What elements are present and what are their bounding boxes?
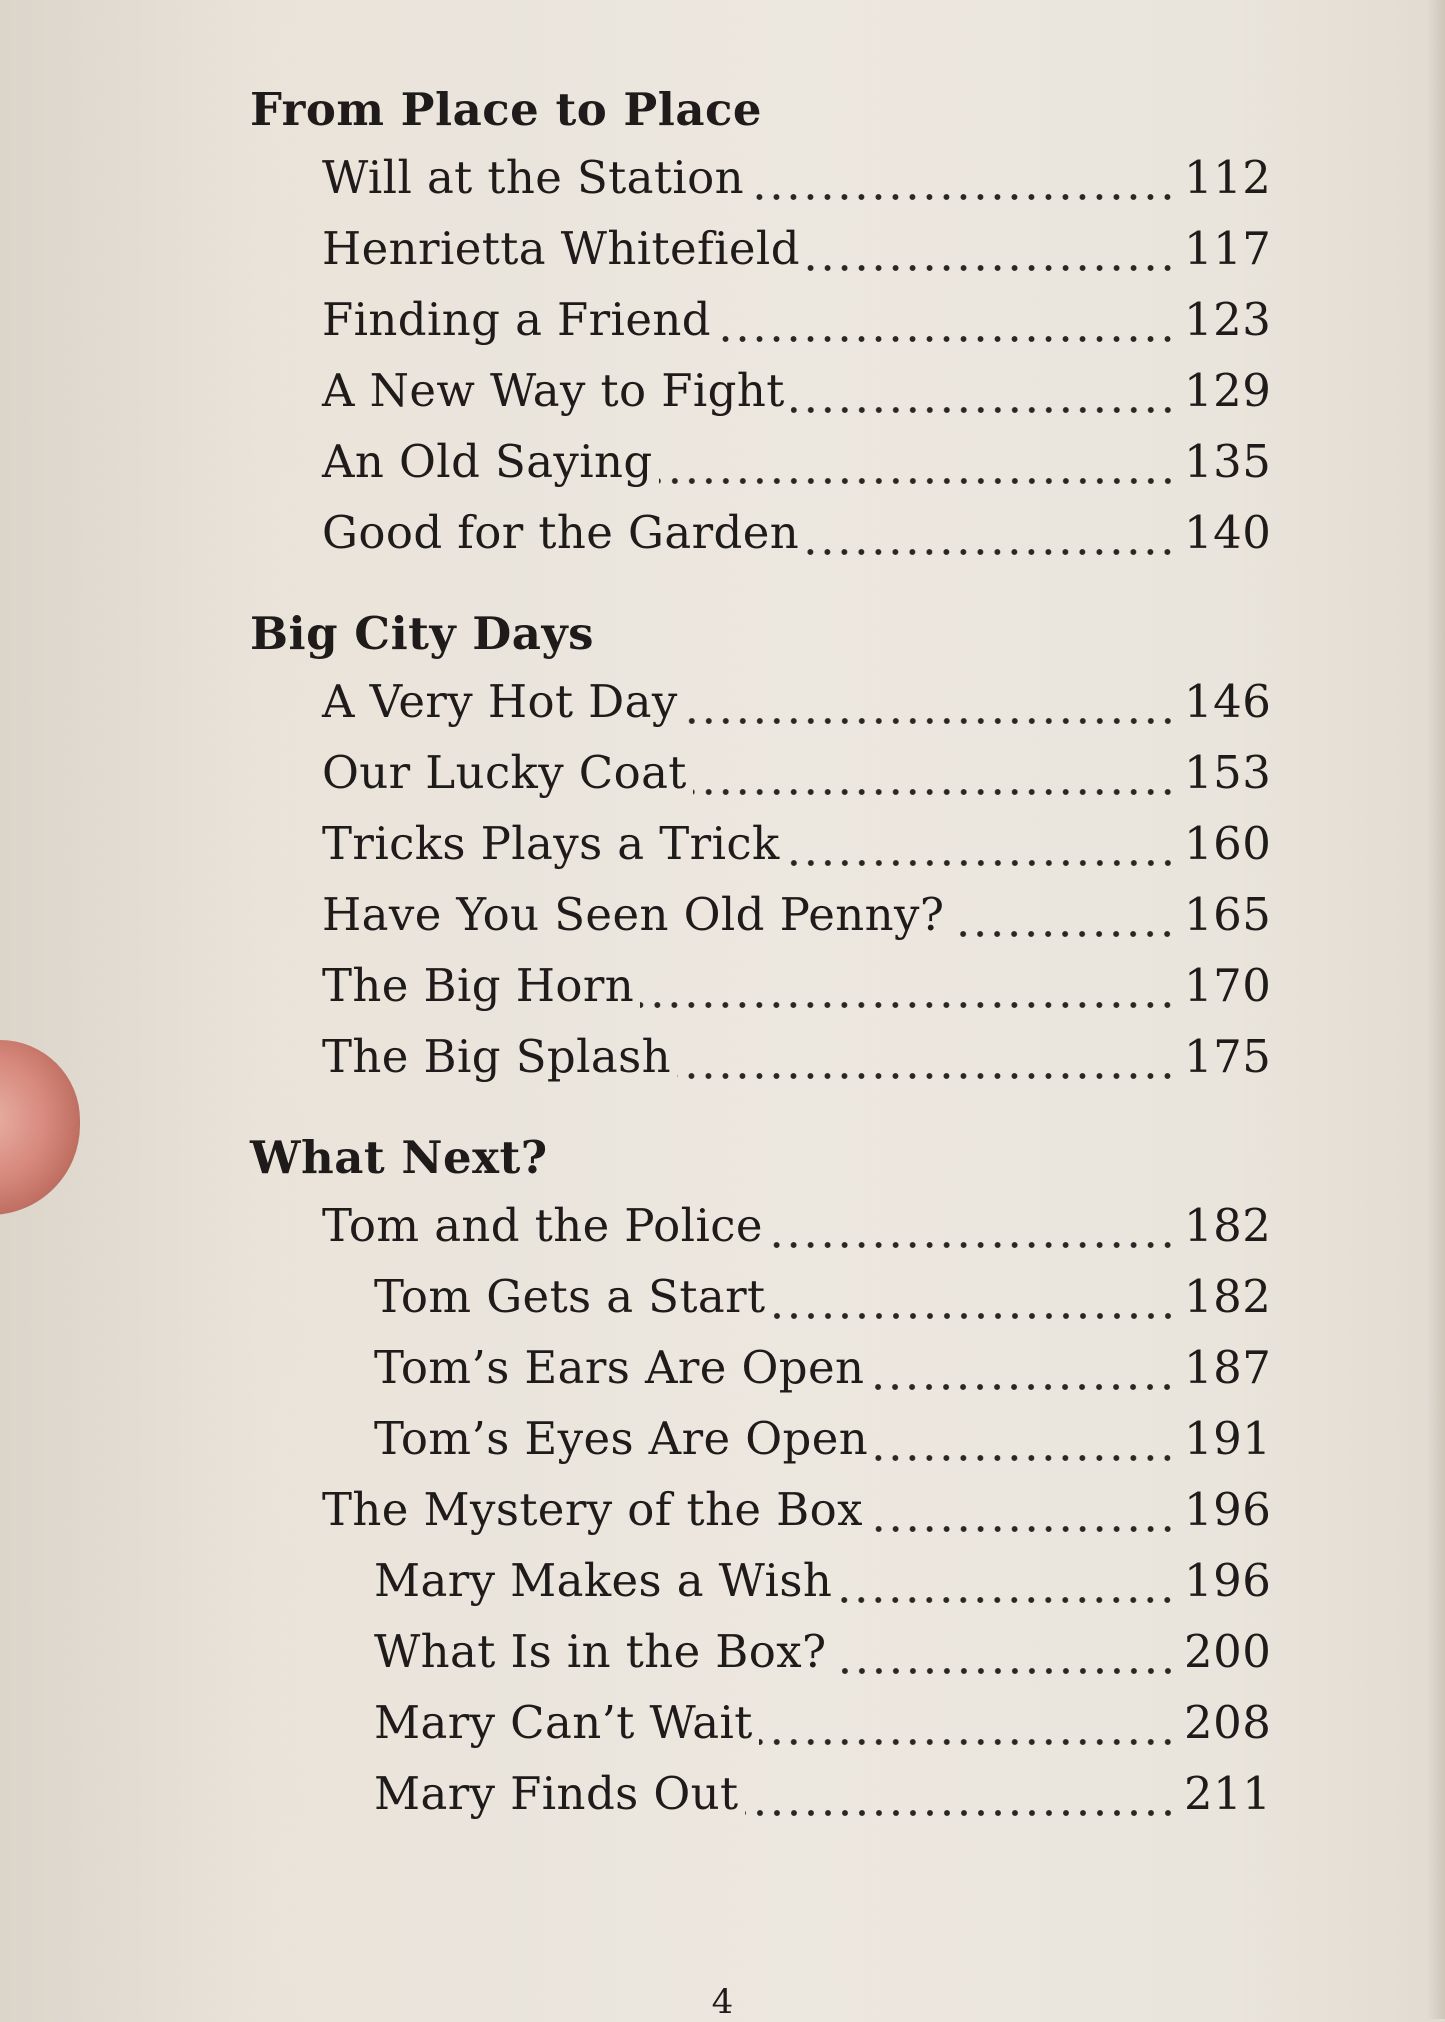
entry-page-number: 187 <box>1184 1341 1272 1394</box>
toc-entry <box>250 1261 1272 1332</box>
entry-title: Mary Finds Out <box>374 1767 739 1820</box>
entry-title: What Is in the Box? <box>374 1625 827 1678</box>
table-of-contents <box>250 78 1272 1863</box>
entry-page-number: 123 <box>1184 293 1272 346</box>
entry-page-number: 117 <box>1184 222 1272 275</box>
entry-page-number: 191 <box>1184 1412 1272 1465</box>
entry-title: The Big Horn <box>322 959 635 1012</box>
entry-title: Have You Seen Old Penny? <box>322 888 945 941</box>
toc-entry <box>250 1687 1272 1758</box>
dot-leader <box>684 666 1176 737</box>
entry-page-number: 112 <box>1184 151 1272 204</box>
toc-entry <box>250 497 1272 568</box>
entry-page-number: 182 <box>1184 1199 1272 1252</box>
dot-leader <box>869 1474 1176 1545</box>
entry-title: Finding a Friend <box>322 293 711 346</box>
toc-entry <box>250 1616 1272 1687</box>
entry-title: Mary Makes a Wish <box>374 1554 833 1607</box>
section-title: Big City Days <box>250 607 594 660</box>
toc-entry <box>250 1190 1272 1261</box>
entry-page-number: 153 <box>1184 746 1272 799</box>
toc-entry <box>250 1021 1272 1092</box>
toc-entry <box>250 355 1272 426</box>
entry-page-number: 196 <box>1184 1483 1272 1536</box>
dot-leader <box>677 1021 1176 1092</box>
entry-title: Will at the Station <box>322 151 745 204</box>
dot-leader <box>693 737 1176 808</box>
entry-title: Tom’s Eyes Are Open <box>374 1412 869 1465</box>
toc-entry <box>250 950 1272 1021</box>
entry-page-number: 146 <box>1184 675 1272 728</box>
toc-entry <box>250 737 1272 808</box>
entry-title: Tricks Plays a Trick <box>322 817 780 870</box>
entry-title: Tom Gets a Start <box>374 1270 766 1323</box>
entry-title: Tom and the Police <box>322 1199 763 1252</box>
entry-title: Mary Can’t Wait <box>374 1696 753 1749</box>
entry-title: Good for the Garden <box>322 506 800 559</box>
toc-section <box>250 602 1272 1092</box>
dot-leader <box>950 879 1176 950</box>
entry-page-number: 182 <box>1184 1270 1272 1323</box>
entry-title: A New Way to Fight <box>322 364 785 417</box>
entry-title: Henrietta Whitefield <box>322 222 800 275</box>
toc-entry <box>250 1758 1272 1829</box>
dot-leader <box>870 1332 1176 1403</box>
dot-leader <box>750 142 1176 213</box>
dot-leader <box>786 808 1176 879</box>
page-number: 4 <box>711 1982 734 2022</box>
toc-section <box>250 78 1272 568</box>
toc-entry <box>250 1332 1272 1403</box>
dot-leader <box>838 1545 1176 1616</box>
dot-leader <box>805 497 1176 568</box>
toc-entry <box>250 666 1272 737</box>
entry-title: Our Lucky Coat <box>322 746 687 799</box>
entry-page-number: 200 <box>1184 1625 1272 1678</box>
entry-page-number: 129 <box>1184 364 1272 417</box>
entry-title: Tom’s Ears Are Open <box>374 1341 865 1394</box>
page-edge-shadow <box>1427 0 1445 2019</box>
entry-page-number: 135 <box>1184 435 1272 488</box>
dot-leader <box>772 1261 1176 1332</box>
entry-page-number: 175 <box>1184 1030 1272 1083</box>
dot-leader <box>806 213 1176 284</box>
toc-entry <box>250 808 1272 879</box>
entry-page-number: 170 <box>1184 959 1272 1012</box>
dot-leader <box>640 950 1176 1021</box>
toc-entry <box>250 426 1272 497</box>
dot-leader <box>791 355 1176 426</box>
dot-leader <box>833 1616 1176 1687</box>
section-title: From Place to Place <box>250 83 763 136</box>
thumb <box>0 1040 80 1215</box>
entry-page-number: 196 <box>1184 1554 1272 1607</box>
toc-entry <box>250 1403 1272 1474</box>
entry-title: The Mystery of the Box <box>322 1483 863 1536</box>
entry-page-number: 211 <box>1184 1767 1272 1820</box>
entry-title: A Very Hot Day <box>322 675 678 728</box>
toc-entry <box>250 879 1272 950</box>
entry-page-number: 165 <box>1184 888 1272 941</box>
toc-entry <box>250 213 1272 284</box>
entry-title: An Old Saying <box>322 435 653 488</box>
dot-leader <box>717 284 1176 355</box>
entry-page-number: 208 <box>1184 1696 1272 1749</box>
toc-entry <box>250 1474 1272 1545</box>
entry-title: The Big Splash <box>322 1030 672 1083</box>
section-title: What Next? <box>250 1131 548 1184</box>
dot-leader <box>745 1758 1176 1829</box>
dot-leader <box>874 1403 1176 1474</box>
dot-leader <box>659 426 1176 497</box>
entry-page-number: 160 <box>1184 817 1272 870</box>
toc-entry <box>250 142 1272 213</box>
toc-entry <box>250 284 1272 355</box>
toc-entry <box>250 1545 1272 1616</box>
entry-page-number: 140 <box>1184 506 1272 559</box>
dot-leader <box>769 1190 1176 1261</box>
toc-section <box>250 1126 1272 1829</box>
dot-leader <box>759 1687 1176 1758</box>
